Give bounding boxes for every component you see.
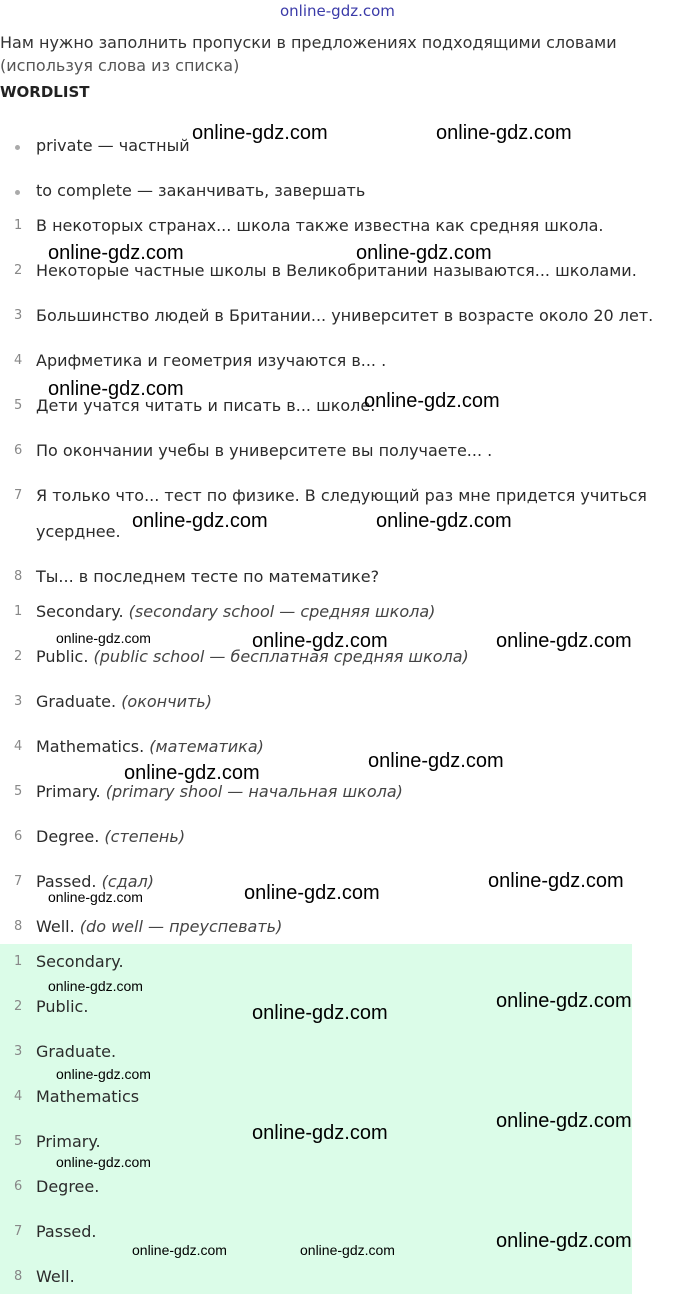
sentence-text: Арифметика и геометрия изучаются в... . [36,351,387,370]
item-number: 3 [14,308,23,323]
bullet-dot [15,145,20,150]
item-number: 8 [14,1269,23,1284]
site-title[interactable]: online-gdz.com [280,2,395,20]
sentence-text: Большинство людей в Британии... университет в возрасте около 20 лет. [36,306,654,325]
answer-word: Degree. [36,827,100,846]
answer-word: Passed. [36,872,97,891]
answer-text: Well. [36,1267,75,1286]
item-number: 5 [14,1134,23,1149]
watermark: online-gdz.com [376,510,512,532]
wordlist-item-text: to complete — заканчивать, завершать [36,181,366,200]
sentence-text: Некоторые частные школы в Великобритании называются... школами. [36,261,637,280]
answer-note: (secondary school — средняя школа) [128,602,436,621]
answer-word: Public. [36,647,89,666]
item-number: 1 [14,218,23,233]
item-number: 3 [14,1044,23,1059]
cut-off-line [0,56,240,75]
answer-text: Public. [36,997,89,1016]
item-number: 6 [14,829,23,844]
answer-text: Degree. [36,1177,100,1196]
answer-note: (do well — преуспевать) [79,917,283,936]
watermark: online-gdz.com [356,242,492,264]
item-number: 3 [14,694,23,709]
item-number: 7 [14,1224,23,1239]
sentence-text: В некоторых странах... школа также известна как средняя школа. [36,216,604,235]
watermark: online-gdz.com [124,762,260,784]
answer-note: (primary shool — начальная школа) [105,782,403,801]
answer-text: Mathematics [36,1087,140,1106]
sentence-text: Я только что... тест по физике. В следующий раз мне придется учиться усерднее. [36,486,647,541]
item-number: 6 [14,1179,23,1194]
sentence-text: По окончании учебы в университете вы получаете... . [36,441,493,460]
watermark: online-gdz.com [56,1154,151,1170]
watermark: online-gdz.com [496,1230,632,1252]
answer-note: (степень) [104,827,186,846]
watermark: online-gdz.com [132,1242,227,1258]
answer-note: (математика) [149,737,264,756]
wordlist-item-text: private — частный [36,136,190,155]
sentence-text: Дети учатся читать и писать в... школе. [36,396,376,415]
answer-text: Passed. [36,1222,97,1241]
watermark: online-gdz.com [368,750,504,772]
answer-note: (окончить) [121,692,212,711]
answer-note: (public school — бесплатная средняя школа) [93,647,469,666]
watermark: online-gdz.com [48,242,184,264]
watermark: online-gdz.com [132,510,268,532]
answer-word: Primary. [36,782,101,801]
answer-word: Mathematics. [36,737,145,756]
watermark: online-gdz.com [364,390,500,412]
answer-note: (сдал) [101,872,154,891]
bullet-dot [15,190,20,195]
item-number: 6 [14,443,23,458]
watermark: online-gdz.com [496,630,632,652]
watermark: online-gdz.com [48,978,143,994]
answer-word: Secondary. [36,602,124,621]
answer-text: Primary. [36,1132,101,1151]
watermark: online-gdz.com [48,889,143,905]
item-number: 1 [14,604,23,619]
watermark: online-gdz.com [252,630,388,652]
item-number: 4 [14,1089,23,1104]
item-number: 2 [14,999,23,1014]
item-number: 7 [14,488,23,503]
watermark: online-gdz.com [496,1110,632,1132]
item-number: 2 [14,263,23,278]
cut-off-text: (используя слова из списка) [0,56,240,75]
item-number: 5 [14,398,23,413]
item-number: 8 [14,919,23,934]
watermark: online-gdz.com [192,122,328,144]
watermark: online-gdz.com [56,630,151,646]
sentence-text: Ты... в последнем тесте по математике? [36,567,380,586]
item-number: 8 [14,569,23,584]
watermark: online-gdz.com [436,122,572,144]
item-number: 4 [14,353,23,368]
answer-word: Graduate. [36,692,117,711]
task-intro: Нам нужно заполнить пропуски в предложениях подходящими словами [0,33,617,52]
item-number: 2 [14,649,23,664]
item-number: 5 [14,784,23,799]
answer-text: Graduate. [36,1042,117,1061]
wordlist-heading: WORDLIST [0,83,90,101]
answer-word: Well. [36,917,75,936]
watermark: online-gdz.com [496,990,632,1012]
watermark: online-gdz.com [244,882,380,904]
item-number: 4 [14,739,23,754]
watermark: online-gdz.com [252,1122,388,1144]
watermark: online-gdz.com [488,870,624,892]
answer-text: Secondary. [36,952,124,971]
watermark: online-gdz.com [56,1066,151,1082]
item-number: 7 [14,874,23,889]
watermark: online-gdz.com [300,1242,395,1258]
watermark: online-gdz.com [48,378,184,400]
item-number: 1 [14,954,23,969]
watermark: online-gdz.com [252,1002,388,1024]
